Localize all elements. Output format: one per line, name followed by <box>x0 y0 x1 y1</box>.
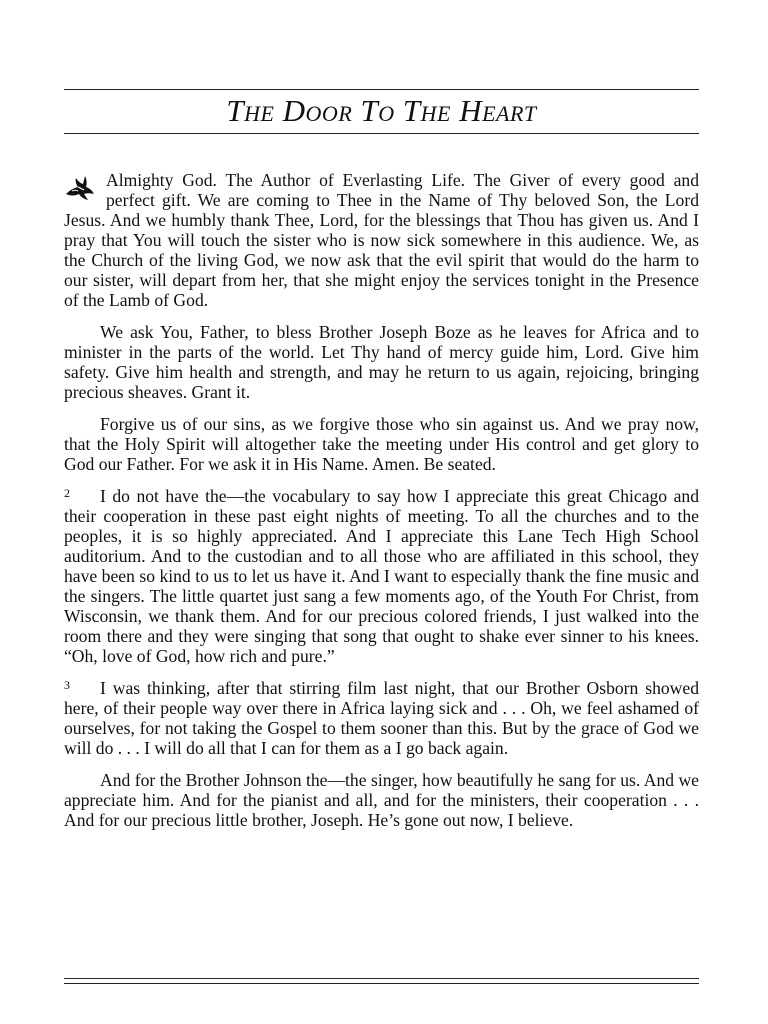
bottom-rule-double <box>64 983 699 984</box>
paragraph-number: 3 <box>64 678 70 692</box>
bottom-rule <box>64 978 699 979</box>
dove-icon <box>64 172 96 202</box>
document-page <box>64 0 699 1024</box>
paragraph-text: I do not have the—the vocabulary to say how I appreciate this great Chicago and their cooperation in these past eight nights of meeting. To all the churches and to the peoples, it is so highly appreciated. And I appreciate this Lane Tech High School auditorium. And to the custodian and to all those who are affiliated in this school, they have been so kind to us to let us have it. And I want to especially thank the fine music and the singers. The little quartet just sang a few moments ago, of the Youth For Christ, from Wisconsin, we thank them. And for our precious colored friends, I just walked into the room there and they were singing that song that ought to shake ever sinner to his knees. “Oh, love of God, how rich and pure.” <box>64 486 699 666</box>
paragraph-2 <box>64 486 699 666</box>
paragraph-number: 2 <box>64 486 70 500</box>
paragraph-prayer-closing: Forgive us of our sins, as we forgive those who sin against us. And we pray now, that the Holy Spirit will altogether take the meeting under His control and get glory to God our Father. For we ask it in His Name. Amen. Be seated. <box>64 414 699 474</box>
paragraph-prayer-opening <box>64 170 699 310</box>
sermon-title: The Door To The Heart <box>226 93 537 128</box>
title-rule <box>64 133 699 134</box>
sermon-body <box>64 170 699 842</box>
paragraph-prayer-boze: We ask You, Father, to bless Brother Joseph Boze as he leaves for Africa and to minister in the parts of the world. Let Thy hand of mercy guide him, Lord. Give him safety. Give him health and strength, and may he return to us again, rejoicing, bringing precious sheaves. Grant it. <box>64 322 699 402</box>
paragraph-text: I was thinking, after that stirring film last night, that our Brother Osborn showed here, of their people way over there in Africa laying sick and . . . Oh, we feel ashamed of ourselves, for not taking the Gospel to them sooner than this. But by the grace of God we will do . . . I will do all that I can for them as a I go back again. <box>64 678 699 758</box>
paragraph-3 <box>64 678 699 758</box>
paragraph-johnson: And for the Brother Johnson the—the singer, how beautifully he sang for us. And we appreciate him. And for the pianist and all, and for the ministers, their cooperation . . . And for our precious little brother, Joseph. He’s gone out now, I believe. <box>64 770 699 830</box>
paragraph-text: Almighty God. The Author of Everlasting Life. The Giver of every good and perfect gift. We are coming to Thee in the Name of Thy beloved Son, the Lord Jesus. And we humbly thank Thee, Lord, for the blessings that Thou has given us. And I pray that You will touch the sister who is now sick somewhere in this audience. We, as the Church of the living God, we now ask that the evil spirit that would do the harm to our sister, will depart from her, that she might enjoy the services tonight in the Presence of the Lamb of God. <box>64 170 699 310</box>
